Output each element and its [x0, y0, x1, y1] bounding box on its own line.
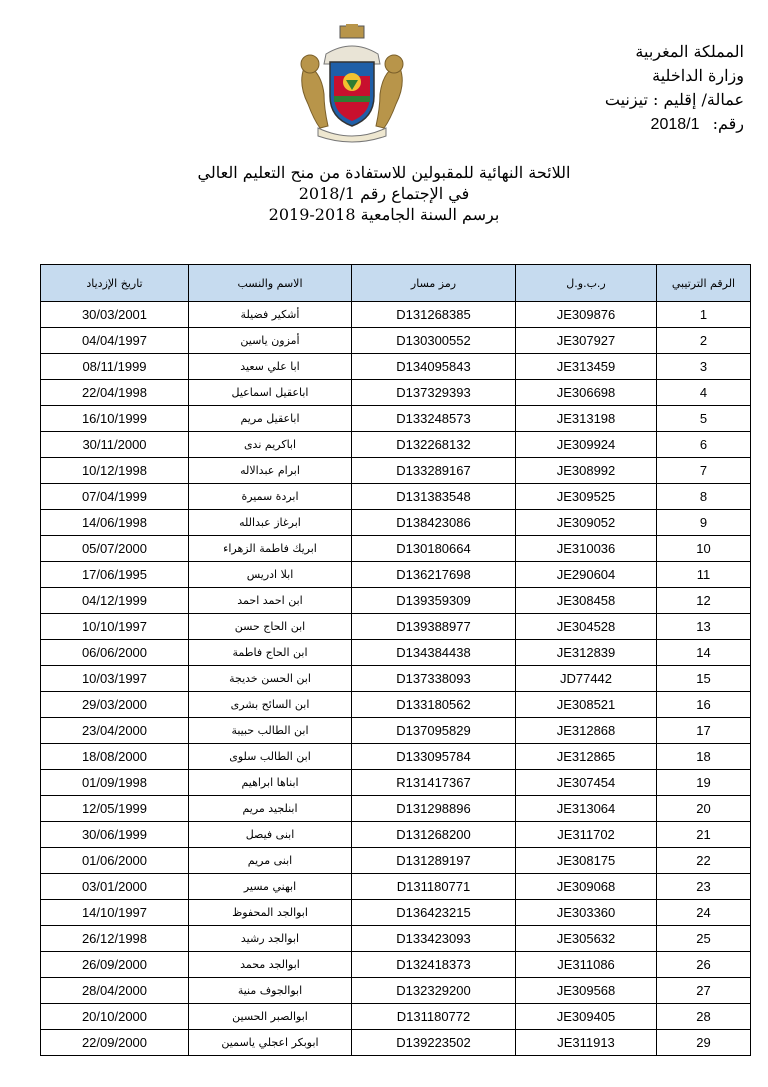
- cell-massar-code: D134384438: [352, 640, 516, 666]
- title-line-1: اللائحة النهائية للمقبولين للاستفادة من منح التعليم العالي: [197, 163, 571, 182]
- number-value: 2018/1: [650, 116, 700, 133]
- col-header-cin: ر.ب.و.ل: [516, 265, 657, 302]
- cell-full-name: ابلا ادريس: [189, 562, 352, 588]
- cell-birth-date: 18/08/2000: [41, 744, 189, 770]
- cell-birth-date: 30/03/2001: [41, 302, 189, 328]
- cell-rank: 27: [657, 978, 751, 1004]
- table-row: [41, 848, 751, 874]
- cell-massar-code: D131298896: [352, 796, 516, 822]
- table-row: [41, 822, 751, 848]
- table-row: [41, 406, 751, 432]
- cell-massar-code: D131268200: [352, 822, 516, 848]
- cell-rank: 14: [657, 640, 751, 666]
- cell-rank: 22: [657, 848, 751, 874]
- cell-massar-code: R131417367: [352, 770, 516, 796]
- cell-rank: 6: [657, 432, 751, 458]
- cell-full-name: ابرام عبدالاله: [189, 458, 352, 484]
- cell-rank: 4: [657, 380, 751, 406]
- cell-massar-code: D133248573: [352, 406, 516, 432]
- table-row: [41, 1030, 751, 1056]
- cell-cin: JE308458: [516, 588, 657, 614]
- cell-cin: JE308521: [516, 692, 657, 718]
- cell-rank: 12: [657, 588, 751, 614]
- table-row: [41, 926, 751, 952]
- title-line-2: في الإجتماع رقم 2018/1: [298, 184, 470, 203]
- cell-massar-code: D134095843: [352, 354, 516, 380]
- cell-rank: 19: [657, 770, 751, 796]
- cell-birth-date: 22/09/2000: [41, 1030, 189, 1056]
- cell-full-name: ابوالجد رشيد: [189, 926, 352, 952]
- cell-cin: JE309068: [516, 874, 657, 900]
- cell-cin: JE309924: [516, 432, 657, 458]
- cell-cin: JE309052: [516, 510, 657, 536]
- cell-cin: JE307454: [516, 770, 657, 796]
- cell-massar-code: D137095829: [352, 718, 516, 744]
- col-header-birth-date: تاريخ الإزدياد: [41, 265, 189, 302]
- cell-birth-date: 06/06/2000: [41, 640, 189, 666]
- cell-rank: 28: [657, 1004, 751, 1030]
- beneficiaries-table: [40, 264, 751, 1056]
- cell-birth-date: 26/09/2000: [41, 952, 189, 978]
- cell-rank: 21: [657, 822, 751, 848]
- prefecture-name: عمالة/ إقليم : تيزنيت: [604, 90, 744, 109]
- cell-massar-code: D130180664: [352, 536, 516, 562]
- table-row: [41, 536, 751, 562]
- cell-birth-date: 26/12/1998: [41, 926, 189, 952]
- table-row: [41, 588, 751, 614]
- cell-full-name: ابنى مريم: [189, 848, 352, 874]
- cell-rank: 9: [657, 510, 751, 536]
- cell-rank: 15: [657, 666, 751, 692]
- cell-birth-date: 05/07/2000: [41, 536, 189, 562]
- cell-full-name: ابن الطالب سلوى: [189, 744, 352, 770]
- cell-rank: 8: [657, 484, 751, 510]
- cell-full-name: أشكير فضيلة: [189, 302, 352, 328]
- cell-full-name: ابريك فاطمة الزهراء: [189, 536, 352, 562]
- table-row: [41, 744, 751, 770]
- cell-birth-date: 30/11/2000: [41, 432, 189, 458]
- table-row: [41, 380, 751, 406]
- cell-rank: 5: [657, 406, 751, 432]
- cell-full-name: ابوالجد المحفوظ: [189, 900, 352, 926]
- cell-birth-date: 01/09/1998: [41, 770, 189, 796]
- cell-full-name: ابا علي سعيد: [189, 354, 352, 380]
- title-line-3: برسم السنة الجامعية 2018-2019: [268, 205, 500, 224]
- cell-birth-date: 28/04/2000: [41, 978, 189, 1004]
- cell-rank: 20: [657, 796, 751, 822]
- cell-cin: JE313459: [516, 354, 657, 380]
- cell-full-name: ابن الحاج فاطمة: [189, 640, 352, 666]
- cell-rank: 3: [657, 354, 751, 380]
- table-body: [41, 302, 751, 1056]
- table-row: [41, 562, 751, 588]
- table-row: [41, 718, 751, 744]
- cell-rank: 23: [657, 874, 751, 900]
- cell-rank: 29: [657, 1030, 751, 1056]
- cell-birth-date: 03/01/2000: [41, 874, 189, 900]
- cell-massar-code: D131268385: [352, 302, 516, 328]
- cell-massar-code: D139359309: [352, 588, 516, 614]
- cell-rank: 24: [657, 900, 751, 926]
- cell-rank: 10: [657, 536, 751, 562]
- table-row: [41, 900, 751, 926]
- cell-massar-code: D131180771: [352, 874, 516, 900]
- cell-birth-date: 10/10/1997: [41, 614, 189, 640]
- cell-birth-date: 29/03/2000: [41, 692, 189, 718]
- cell-cin: JE310036: [516, 536, 657, 562]
- kingdom-name: المملكة المغربية: [635, 42, 744, 61]
- cell-full-name: ابن الحاج حسن: [189, 614, 352, 640]
- cell-rank: 11: [657, 562, 751, 588]
- table-row: [41, 796, 751, 822]
- cell-cin: JE313064: [516, 796, 657, 822]
- table-row: [41, 666, 751, 692]
- cell-massar-code: D139388977: [352, 614, 516, 640]
- cell-cin: JE303360: [516, 900, 657, 926]
- cell-massar-code: D131383548: [352, 484, 516, 510]
- cell-rank: 18: [657, 744, 751, 770]
- letterhead: [544, 40, 744, 137]
- table-row: [41, 432, 751, 458]
- cell-full-name: ابوالجوف منية: [189, 978, 352, 1004]
- cell-full-name: ابهني مسير: [189, 874, 352, 900]
- table-row: [41, 770, 751, 796]
- ministry-name: وزارة الداخلية: [652, 66, 744, 85]
- col-header-massar-code: رمز مسار: [352, 265, 516, 302]
- cell-massar-code: D130300552: [352, 328, 516, 354]
- cell-massar-code: D133180562: [352, 692, 516, 718]
- cell-full-name: ابوالصبر الحسين: [189, 1004, 352, 1030]
- col-header-rank: الرقم الترتيبي: [657, 265, 751, 302]
- cell-cin: JE311702: [516, 822, 657, 848]
- document-titles: [0, 162, 768, 225]
- cell-massar-code: D133095784: [352, 744, 516, 770]
- table-row: [41, 692, 751, 718]
- cell-birth-date: 01/06/2000: [41, 848, 189, 874]
- cell-rank: 7: [657, 458, 751, 484]
- cell-rank: 1: [657, 302, 751, 328]
- cell-full-name: ابرغاز عبدالله: [189, 510, 352, 536]
- cell-birth-date: 22/04/1998: [41, 380, 189, 406]
- cell-full-name: أمزون ياسين: [189, 328, 352, 354]
- cell-cin: JE312865: [516, 744, 657, 770]
- document-number: [544, 112, 744, 137]
- table-row: [41, 302, 751, 328]
- cell-massar-code: D133289167: [352, 458, 516, 484]
- cell-full-name: ابنى فيصل: [189, 822, 352, 848]
- cell-cin: JE309876: [516, 302, 657, 328]
- cell-birth-date: 04/12/1999: [41, 588, 189, 614]
- cell-massar-code: D137329393: [352, 380, 516, 406]
- table-row: [41, 952, 751, 978]
- cell-cin: JE313198: [516, 406, 657, 432]
- cell-birth-date: 16/10/1999: [41, 406, 189, 432]
- table-row: [41, 510, 751, 536]
- cell-cin: JE308175: [516, 848, 657, 874]
- col-header-full-name: الاسم والنسب: [189, 265, 352, 302]
- cell-massar-code: D138423086: [352, 510, 516, 536]
- cell-rank: 13: [657, 614, 751, 640]
- cell-birth-date: 10/03/1997: [41, 666, 189, 692]
- cell-birth-date: 12/05/1999: [41, 796, 189, 822]
- cell-birth-date: 08/11/1999: [41, 354, 189, 380]
- cell-cin: JE304528: [516, 614, 657, 640]
- cell-full-name: اباعقيل اسماعيل: [189, 380, 352, 406]
- cell-birth-date: 30/06/1999: [41, 822, 189, 848]
- cell-cin: JE305632: [516, 926, 657, 952]
- cell-birth-date: 07/04/1999: [41, 484, 189, 510]
- cell-massar-code: D133423093: [352, 926, 516, 952]
- cell-cin: JE309525: [516, 484, 657, 510]
- table-row: [41, 1004, 751, 1030]
- table-row: [41, 640, 751, 666]
- cell-birth-date: 17/06/1995: [41, 562, 189, 588]
- cell-cin: JE290604: [516, 562, 657, 588]
- cell-cin: JE309568: [516, 978, 657, 1004]
- cell-massar-code: D131289197: [352, 848, 516, 874]
- cell-full-name: ابوالجد محمد: [189, 952, 352, 978]
- cell-cin: JE311086: [516, 952, 657, 978]
- cell-full-name: ابن السائح بشرى: [189, 692, 352, 718]
- table-row: [41, 614, 751, 640]
- cell-rank: 16: [657, 692, 751, 718]
- table-row: [41, 328, 751, 354]
- cell-birth-date: 14/10/1997: [41, 900, 189, 926]
- cell-massar-code: D137338093: [352, 666, 516, 692]
- cell-rank: 17: [657, 718, 751, 744]
- cell-birth-date: 10/12/1998: [41, 458, 189, 484]
- cell-massar-code: D136423215: [352, 900, 516, 926]
- cell-full-name: اباعقيل مريم: [189, 406, 352, 432]
- cell-massar-code: D132418373: [352, 952, 516, 978]
- cell-full-name: ابناها ابراهيم: [189, 770, 352, 796]
- cell-full-name: اباكريم ندى: [189, 432, 352, 458]
- cell-massar-code: D132268132: [352, 432, 516, 458]
- cell-full-name: ابن احمد احمد: [189, 588, 352, 614]
- table-row: [41, 354, 751, 380]
- cell-cin: JE312868: [516, 718, 657, 744]
- cell-full-name: ابنلجيد مريم: [189, 796, 352, 822]
- table-row: [41, 458, 751, 484]
- cell-cin: JE308992: [516, 458, 657, 484]
- cell-rank: 25: [657, 926, 751, 952]
- cell-full-name: ابن الحسن خديجة: [189, 666, 352, 692]
- cell-massar-code: D136217698: [352, 562, 516, 588]
- cell-massar-code: D131180772: [352, 1004, 516, 1030]
- cell-massar-code: D139223502: [352, 1030, 516, 1056]
- cell-birth-date: 14/06/1998: [41, 510, 189, 536]
- cell-cin: JE307927: [516, 328, 657, 354]
- cell-rank: 26: [657, 952, 751, 978]
- cell-cin: JD77442: [516, 666, 657, 692]
- cell-full-name: ابن الطالب حبيبة: [189, 718, 352, 744]
- table-row: [41, 978, 751, 1004]
- cell-cin: JE309405: [516, 1004, 657, 1030]
- number-label: رقم:: [712, 114, 744, 133]
- table-row: [41, 874, 751, 900]
- cell-cin: JE306698: [516, 380, 657, 406]
- cell-birth-date: 20/10/2000: [41, 1004, 189, 1030]
- table-header-row: [41, 265, 751, 302]
- coat-of-arms-emblem: [294, 24, 410, 144]
- cell-cin: JE311913: [516, 1030, 657, 1056]
- cell-cin: JE312839: [516, 640, 657, 666]
- cell-massar-code: D132329200: [352, 978, 516, 1004]
- cell-birth-date: 04/04/1997: [41, 328, 189, 354]
- cell-full-name: ابوبكر اعجلي ياسمين: [189, 1030, 352, 1056]
- cell-full-name: ابردة سميرة: [189, 484, 352, 510]
- cell-rank: 2: [657, 328, 751, 354]
- table-row: [41, 484, 751, 510]
- cell-birth-date: 23/04/2000: [41, 718, 189, 744]
